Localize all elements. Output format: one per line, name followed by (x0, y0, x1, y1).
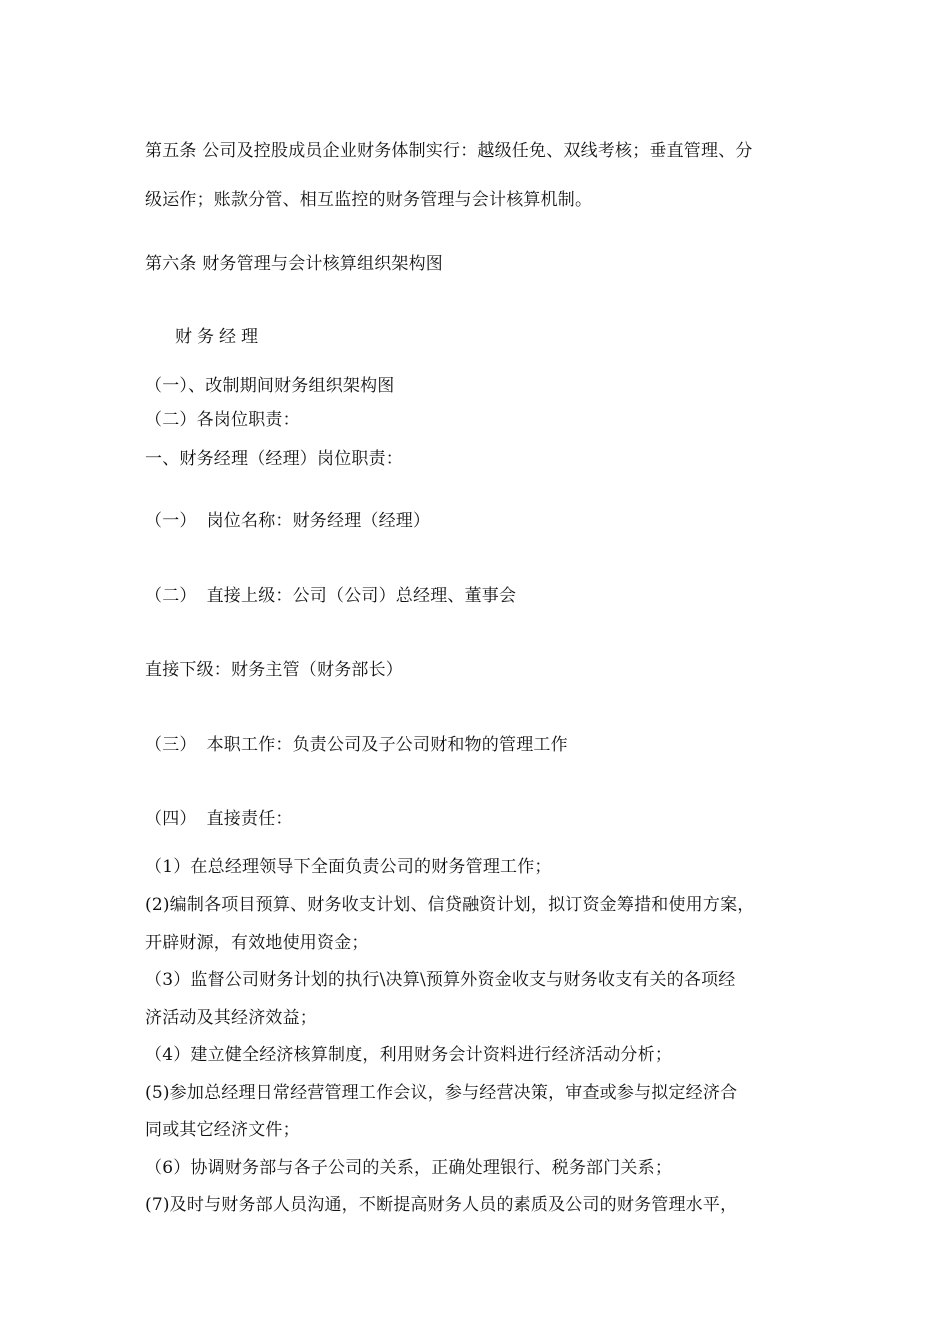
list-item: （6）协调财务部与各子公司的关系，正确处理银行、税务部门关系； (145, 1158, 673, 1178)
responsibility-text: 直接责任： (206, 809, 293, 829)
direct-subordinate-line: 直接下级：财务主管（财务部长） (145, 660, 403, 680)
list-item: 开辟财源，有效地使用资金； (145, 933, 369, 953)
list-item: （3）监督公司财务计划的执行\决算\预算外资金收支与财务收支有关的各项经 (145, 970, 736, 990)
responsibility-line (145, 808, 293, 830)
position-name-line (145, 510, 430, 532)
list-item: (7)及时与财务部人员沟通，不断提高财务人员的素质及公司的财务管理水平， (145, 1195, 738, 1215)
duty-label: （三） (145, 735, 197, 755)
duty-line (145, 734, 568, 756)
section-one-heading: （一）、改制期间财务组织架构图 (145, 376, 395, 396)
direct-superior-line (145, 585, 516, 607)
org-chart-node-finance-manager: 财务经理 (175, 327, 263, 347)
article-5-line-2: 级运作；账款分管、相互监控的财务管理与会计核算机制。 (145, 190, 593, 210)
list-item: （4）建立健全经济核算制度，利用财务会计资料进行经济活动分析； (145, 1045, 673, 1065)
superior-text: 直接上级：公司（公司）总经理、董事会 (206, 586, 517, 606)
superior-label: （二） (145, 586, 197, 606)
list-item: 同或其它经济文件； (145, 1120, 300, 1140)
position-label: （一） (145, 511, 197, 531)
list-item: 济活动及其经济效益； (145, 1008, 317, 1028)
list-item: (2)编制各项目预算、财务收支计划、信贷融资计划，拟订资金筹措和使用方案， (145, 895, 755, 915)
section-two-heading: （二）各岗位职责： (145, 410, 300, 430)
duty-text: 本职工作：负责公司及子公司财和物的管理工作 (206, 735, 568, 755)
list-item: （1）在总经理领导下全面负责公司的财务管理工作； (145, 857, 552, 877)
article-5-line-1: 第五条 公司及控股成员企业财务体制实行：越级任免、双线考核；垂直管理、分 (145, 141, 753, 161)
list-item: (5)参加总经理日常经营管理工作会议，参与经营决策，审查或参与拟定经济合 (145, 1083, 738, 1103)
responsibility-label: （四） (145, 809, 197, 829)
article-6-heading: 第六条 财务管理与会计核算组织架构图 (145, 254, 444, 274)
role-heading: 一、财务经理（经理）岗位职责： (145, 449, 403, 469)
position-text: 岗位名称：财务经理（经理） (206, 511, 431, 531)
